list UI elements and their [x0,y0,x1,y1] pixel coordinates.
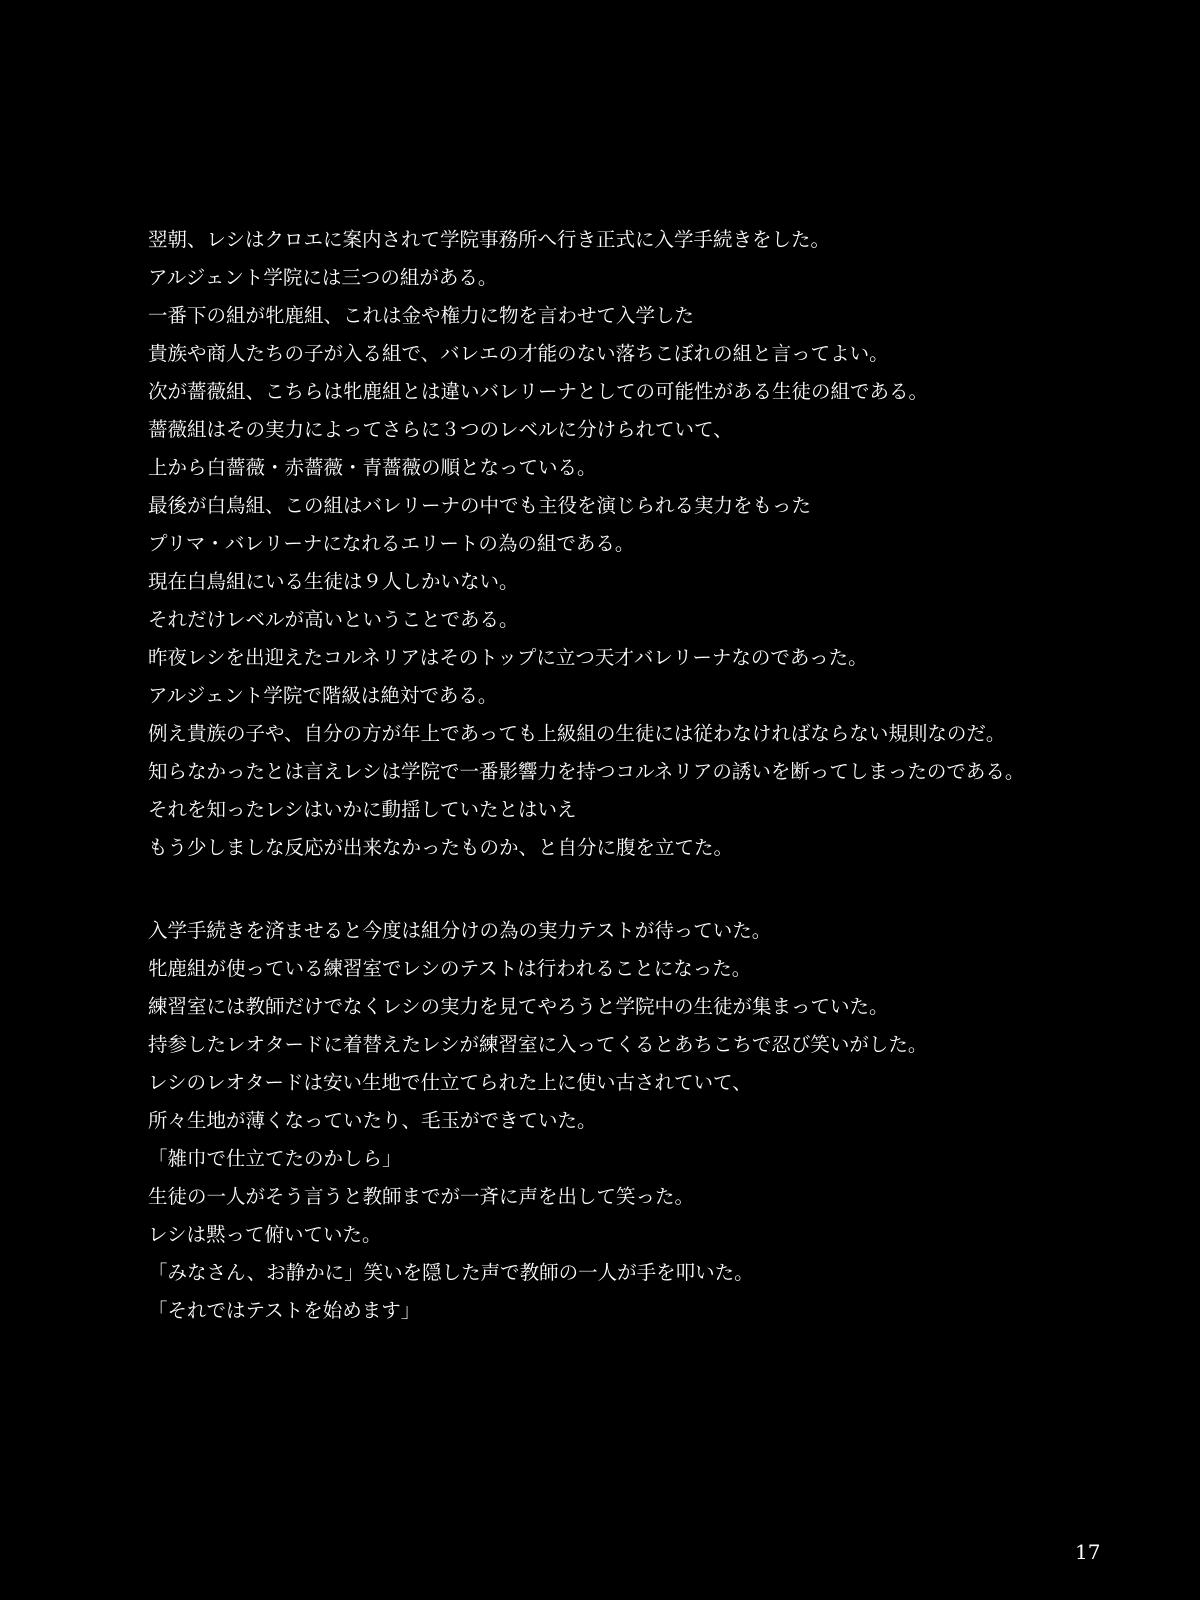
text-line: 薔薇組はその実力によってさらに３つのレベルに分けられていて、 [148,418,733,441]
text-line: 生徒の一人がそう言うと教師までが一斉に声を出して笑った。 [148,1185,695,1208]
text-line: それを知ったレシはいかに動揺していたとはいえ [148,798,577,821]
text-line: 現在白鳥組にいる生徒は９人しかいない。 [148,570,519,593]
text-line: 次が薔薇組、こちらは牝鹿組とは違いバレリーナとしての可能性がある生徒の組である。 [148,380,929,403]
text-line: プリマ・バレリーナになれるエリートの為の組である。 [148,532,635,555]
text-line: 一番下の組が牝鹿組、これは金や権力に物を言わせて入学した [148,304,695,327]
text-line: 牝鹿組が使っている練習室でレシのテストは行われることになった。 [148,957,752,980]
text-line: 知らなかったとは言えレシは学院で一番影響力を持つコルネリアの誘いを断ってしまったのである。 [148,760,1025,783]
text-line: レシは黙って俯いていた。 [148,1223,382,1246]
paragraph-1 [148,228,1168,874]
text-line: 最後が白鳥組、この組はバレリーナの中でも主役を演じられる実力をもった [148,494,812,517]
text-line: レシのレオタードは安い生地で仕立てられた上に使い古されていて、 [148,1071,752,1094]
text-line: 「みなさん、お静かに」笑いを隠した声で教師の一人が手を叩いた。 [148,1261,754,1284]
text-line: 翌朝、レシはクロエに案内されて学院事務所へ行き正式に入学手続きをした。 [148,228,831,251]
text-line: 上から白薔薇・赤薔薇・青薔薇の順となっている。 [148,456,597,479]
text-line: アルジェント学院で階級は絶対である。 [148,684,498,707]
text-line: 所々生地が薄くなっていたり、毛玉ができていた。 [148,1109,597,1132]
text-line: 持参したレオタードに着替えたレシが練習室に入ってくるとあちこちで忍び笑いがした。 [148,1033,928,1056]
text-line: 貴族や商人たちの子が入る組で、バレエの才能のない落ちこぼれの組と言ってよい。 [148,342,889,365]
text-line: アルジェント学院には三つの組がある。 [148,266,498,289]
text-line: もう少しましな反応が出来なかったものか、と自分に腹を立てた。 [148,836,734,859]
text-line: 昨夜レシを出迎えたコルネリアはそのトップに立つ天才バレリーナなのであった。 [148,646,868,669]
text-line: それだけレベルが高いということである。 [148,608,519,631]
text-line: 「それではテストを始めます」 [148,1299,421,1322]
text-line: 練習室には教師だけでなくレシの実力を見てやろうと学院中の生徒が集まっていた。 [148,995,889,1018]
text-line: 入学手続きを済ませると今度は組分けの為の実力テストが待っていた。 [148,919,772,942]
paragraph-2 [148,919,1168,1337]
page-number: 17 [1075,1540,1101,1564]
text-line: 例え貴族の子や、自分の方が年上であっても上級組の生徒には従わなければならない規則なのだ。 [148,722,1006,745]
text-line: 「雑巾で仕立てたのかしら」 [148,1147,402,1170]
